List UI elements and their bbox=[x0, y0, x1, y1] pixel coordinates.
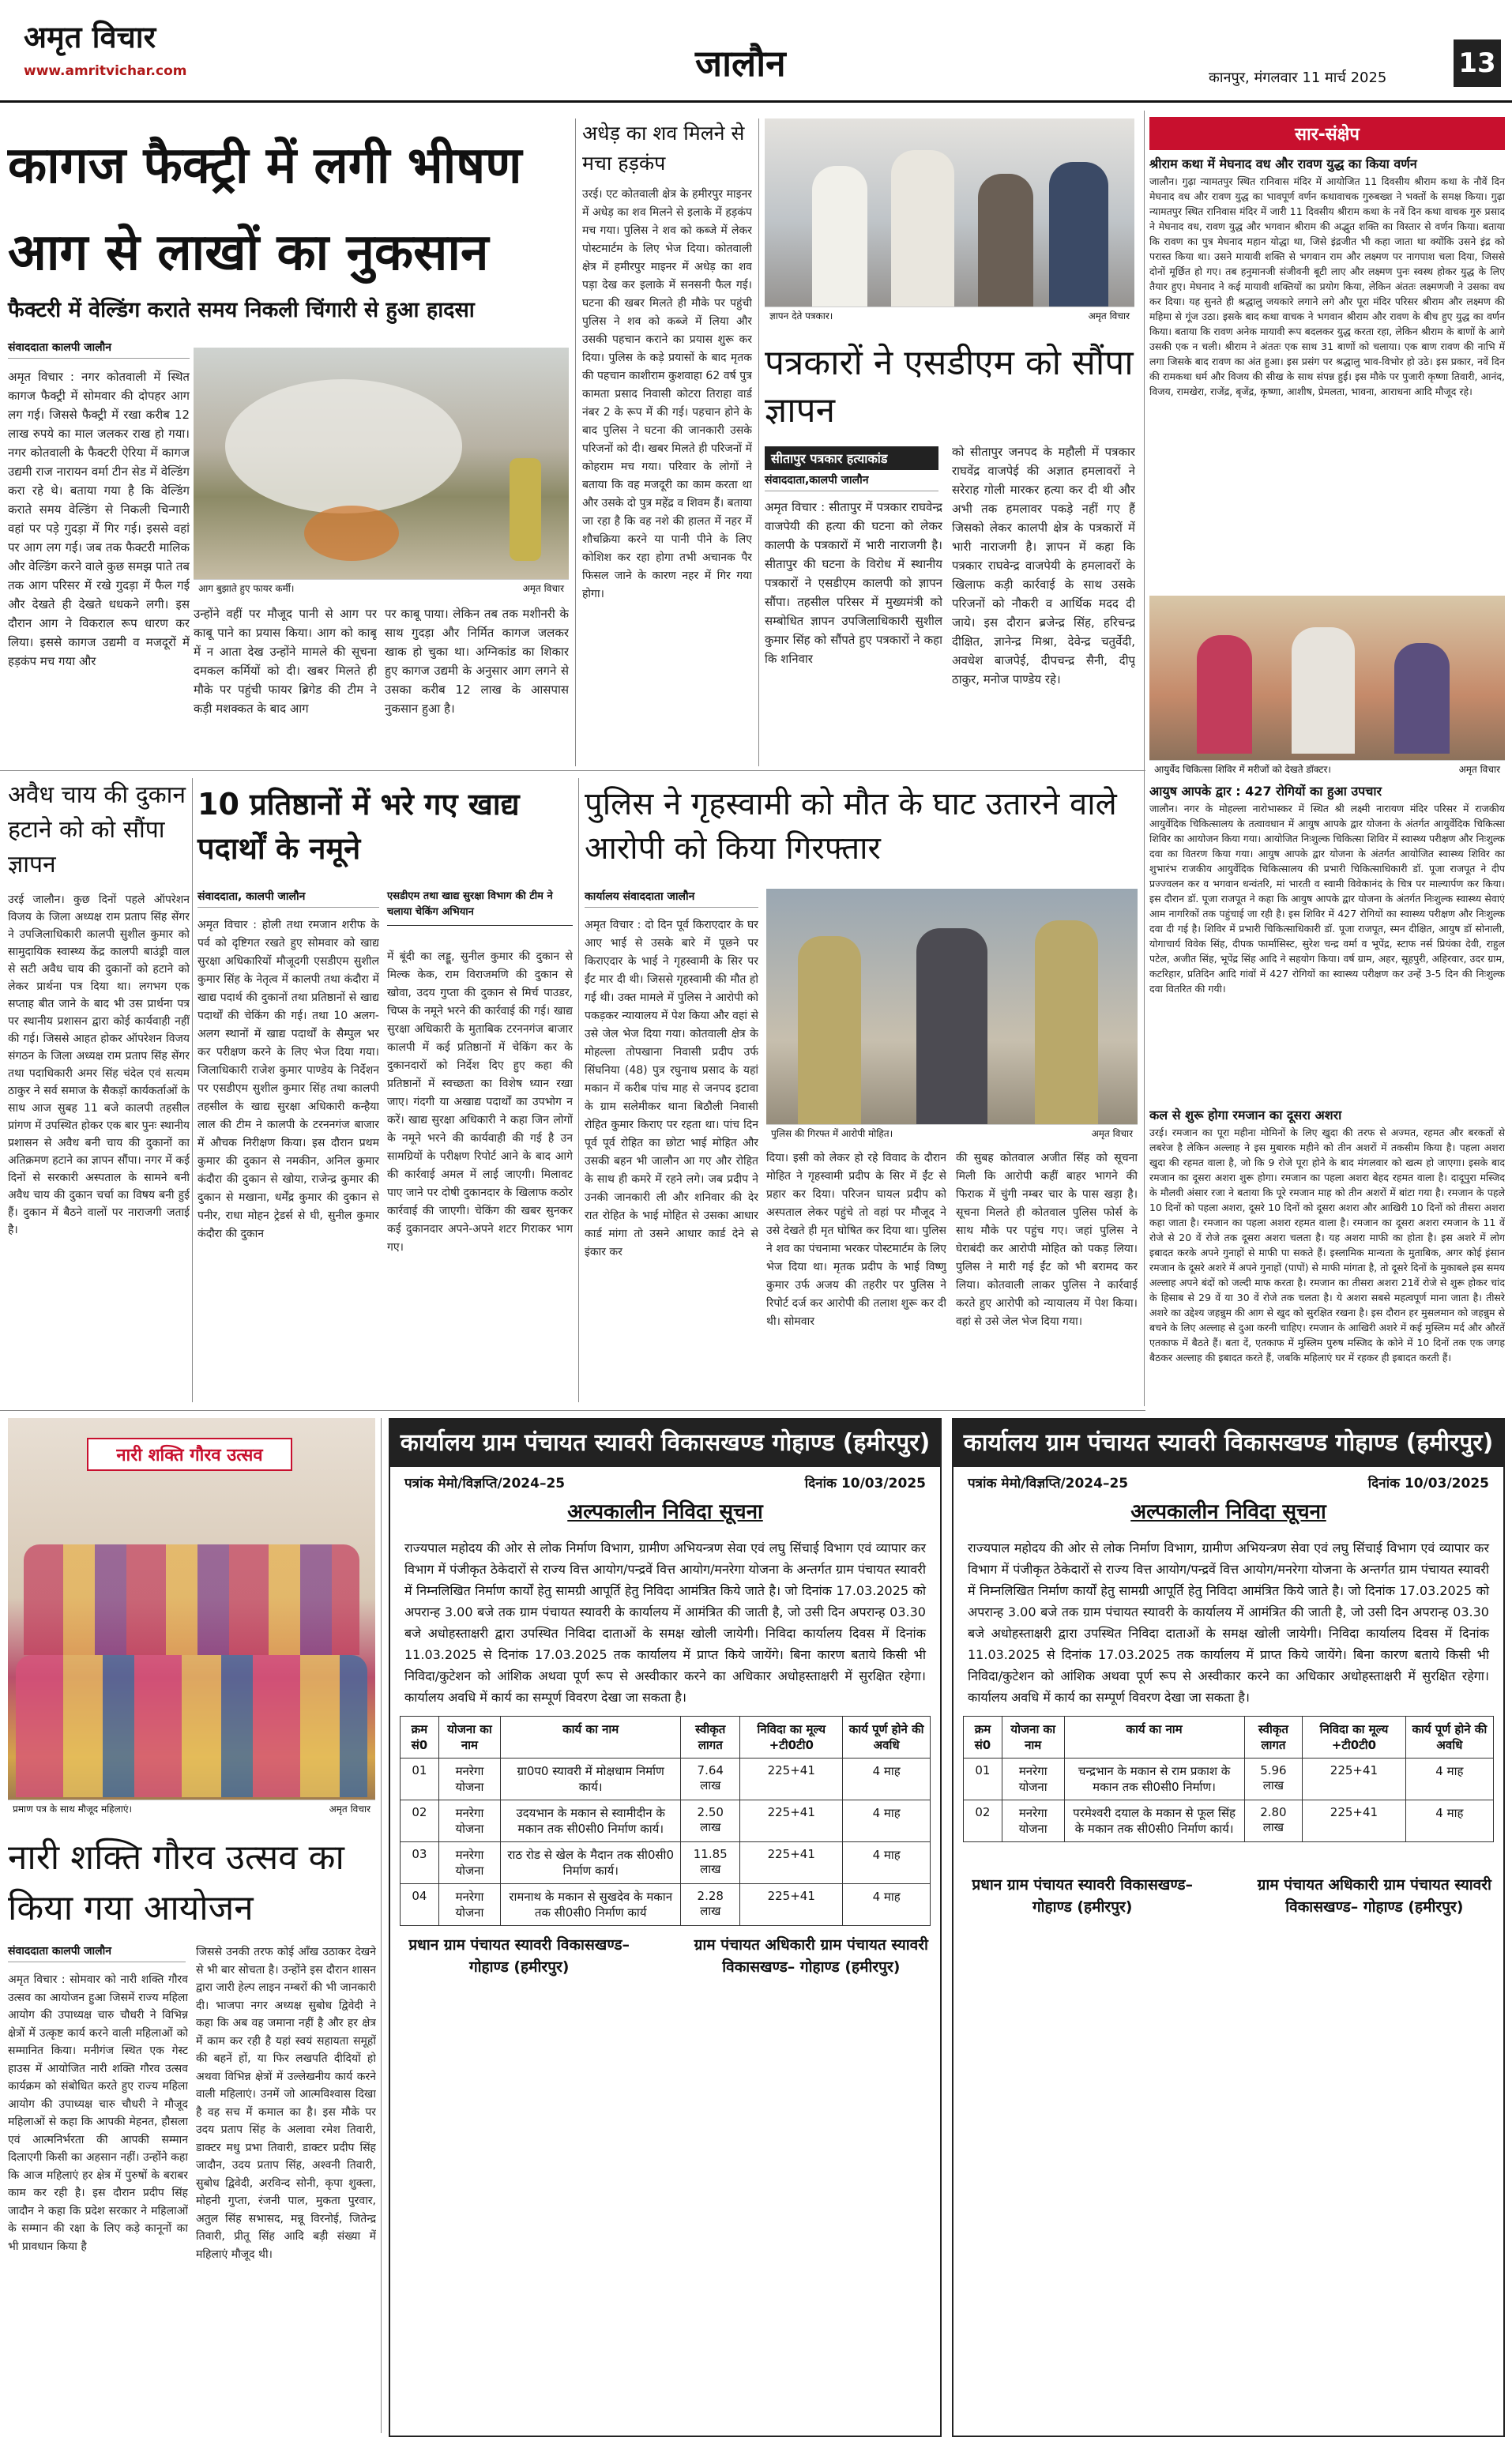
sar-caption-text: आयुर्वेद चिकित्सा शिविर में मरीजों को देखते डॉक्टर। bbox=[1154, 764, 1331, 775]
fire-col2: उन्होंने वहीं पर मौजूद पानी से आग पर काबू पाने का प्रयास किया। आग को काबू में न आता देख उन्होंने मामले की सूचना दमकल कर्मियों को दी। खबर मिलते ही मौके पर पहुंची फायर ब्रिगेड की टीम ने कड़ी मशक्कत के बाद आग bbox=[194, 607, 377, 716]
sar-heading-1: श्रीराम कथा में मेघनाद वध और रावण युद्ध का किया वर्णन bbox=[1149, 156, 1417, 171]
sar-text-3: उरई। रमजान का पूरा महीना मोमिनों के लिए खुदा की तरफ से अज्मत, रहमत और बरकतों से लबरेज है लेकिन अल्लाह ने इस मुबारक महीने को तीन अशरों में तकसीम किया है। पहला अशरा खुदा की रहमत वाला है, जो कि 9 रोजे पूरा होने के बाद मंगलवार को खत्म हो जाएगा। इसके बाद रमजान का दूसरा अशरा शुरू होगा। रमजान का पहला अशरा बेहद रहमत वाला है। दादूपुरा मस्जिद के मौलवी अंसार रजा ने बताया कि पूरे रमजान माह को तीन अशरों में बांटा गया है। रमजान के पहले 10 दिनों को पहला अशरा, दूसरे 10 दिनों को दूसरा अशरा और आखिरी 10 दिनों को तीसरा अशरा कहा जाता है। रमजान का पहला अशरा रहमत वाला है। रमजान का दूसरा अशरा रमजान के 11 वें रोजे से 20 वें रोजे तक दूसरा अशरा चलता है। यह अशरा माफी का होता है। इस अशरे में लोग इबादत करके अपने गुनाहों से माफी पा सकते हैं। इस्लामिक मान्यता के मुताबिक, अगर कोई इंसान रमजान के दूसरे अशरे में अपने गुनाहों (पापों) से माफी मांगता है, तो दूसरे दिनों के मुकाबले इस समय अल्लाह अपने बंदों को जल्दी माफ करता है। रमजान का तीसरा अशरा 21वें रोजे से शुरू होकर चांद के हिसाब से 29 वें या 30 वें रोजे तक चलता है। ये अशरा सबसे महत्वपूर्ण माना जाता है। तीसरे अशरे का उद्देश्य जहन्नुम की आग से खुद को सुरक्षित रखना है। इस दौरान हर मुसलमान को जहन्नुम से बचने के लिए अल्लाह से दुआ करनी चाहिए। रमजान के आखिरी अशरे में कई मुस्लिम मर्द और औरतें एतकाफ में बैठते हैं। बता दें, एतकाफ में मुस्लिम पुरुष मस्जिद के कोने में 10 दिनों तक एक जगह बैठकर अल्लाह की इबादत करते हैं, जबकि महिलाएं घर में रहकर ही इबादत करती हैं। bbox=[1149, 1127, 1505, 1364]
page-number: 13 bbox=[1454, 39, 1501, 87]
table-row bbox=[964, 1759, 1494, 1800]
dateline: कानपुर, मंगलवार 11 मार्च 2025 bbox=[1209, 70, 1387, 86]
women-headline: नारी शक्ति गौरव उत्सव का किया गया आयोजन bbox=[8, 1838, 344, 1928]
table-cell: राठ रोड से खेल के मैदान तक सी0सी0 निर्माण कार्य। bbox=[501, 1842, 681, 1884]
shop-headline: अवैध चाय की दुकान हटाने को को सौंपा ज्ञापन bbox=[8, 781, 186, 878]
arrest-caption-text: पुलिस की गिरफ्त में आरोपी मोहित। bbox=[771, 1128, 893, 1139]
table-row bbox=[964, 1800, 1494, 1842]
women-col1: अमृत विचार : सोमवार को नारी शक्ति गौरव उत्सव का आयोजन हुआ जिसमें राज्य महिला आयोग की उपाध्यक्ष चारु चौधरी ने विभिन्न क्षेत्रों में उत्कृष्ट कार्य करने वाली महिलाओं को सम्मानित किया। मनीगंज स्थित एक गेस्ट हाउस में आयोजित नारी शक्ति गौरव उत्सव कार्यक्रम को संबोधित करते हुए राज्य महिला आयोग की उपाध्यक्ष चारु चौधरी ने मौजूद महिलाओं से कहा कि आपकी मेहनत, हौसला एवं आत्मनिर्भरता की आपकी सम्मान दिलाएगी किसी का अहसान नहीं। उन्होंने कहा कि आज महिलाएं हर क्षेत्र में पुरुषों के बराबर काम कर रही है। इस दौरान प्रदीप सिंह जादौन ने कहा कि प्रदेश सरकार ने महिलाओं के सम्मान की रक्षा के लिए कड़े कानूनों का भी प्रावधान किया है bbox=[8, 1973, 188, 2253]
tender-right-memo: पत्रांक मेमो/विज्ञप्ति/2024–25 bbox=[968, 1476, 1129, 1491]
divider bbox=[758, 118, 759, 766]
arrest-photo-caption bbox=[766, 1124, 1138, 1142]
table-cell: 02 bbox=[964, 1800, 1002, 1842]
person-figure bbox=[978, 174, 1033, 324]
divider bbox=[1144, 111, 1145, 1406]
women-photo bbox=[8, 1418, 375, 1817]
table-row bbox=[401, 1884, 931, 1926]
table-cell: ग्रा0प0 स्यावरी में मोक्षधाम निर्माण कार्य। bbox=[501, 1759, 681, 1800]
tender-right-signatures bbox=[953, 1866, 1503, 1926]
table-cell: रामनाथ के मकान से सुखदेव के मकान तक सी0सी0 निर्माण कार्य bbox=[501, 1884, 681, 1926]
logo: अमृत विचार bbox=[24, 20, 156, 55]
tender-right-date: दिनांक 10/03/2025 bbox=[1367, 1476, 1489, 1491]
table-header-cell: कार्य का नाम bbox=[1064, 1717, 1244, 1759]
smoke-shape bbox=[225, 379, 462, 513]
food-headline: 10 प्रतिष्ठानों में भरे गए खाद्य पदार्थों के नमूने bbox=[197, 787, 520, 866]
body-found-headline: अधेड़ का शव मिलने से मचा हड़कंप bbox=[582, 122, 745, 175]
divider bbox=[192, 778, 193, 1402]
tender-left-date: दिनांक 10/03/2025 bbox=[804, 1476, 926, 1491]
table-cell: 2.28 लाख bbox=[681, 1884, 740, 1926]
table-cell: 225+41 bbox=[740, 1884, 843, 1926]
table-header-cell: क्रम सं0 bbox=[401, 1717, 439, 1759]
table-header-cell: निविदा का मूल्य +टी0टी0 bbox=[1303, 1717, 1406, 1759]
table-cell: 11.85 लाख bbox=[681, 1842, 740, 1884]
table-header-cell: स्वीकृत लागत bbox=[681, 1717, 740, 1759]
fire-headline: कागज फैक्ट्री में लगी भीषण आग से लाखों का नुकसान bbox=[8, 137, 522, 282]
food-col1: अमृत विचार : होली तथा रमजान शरीफ के पर्व को दृष्टिगत रखते हुए सोमवार को खाद्य सुरक्षा अधिकारियों मौजूदगी एसडीएम सुशील कुमार सिंह के नेतृत्व में कालपी तथा कंदौरा में खाद्य पदार्थ की दुकानों तथा प्रतिष्ठानों से खाद्य पदार्थों की चेकिंग की गई। तथा 10 अलग-अलग स्थानों में खाद्य पदार्थों के सैम्पुल भर कर परीक्षण करने के लिए भेज दिया गया। जिलाधिकारी राजेश कुमार पाण्डेय के निर्देशन पर एसडीएम सुशील कुमार सिंह तथा कालपी तहसील के खाद्य सुरक्षा अधिकारी कन्हैया लाल की टीम ने कालपी के टरननगंज बाजार में औचक निरीक्षण किया। इस दौरान प्रथम कुमार की दुकान से नमकीन, अनिल कुमार कंदौरा की दुकान से खोया, राजेन्द्र कुमार की दुकान से मखाना, धर्मेंद्र कुमार की दुकान से पनीर, राधा मोहन ट्रेडर्स से घी, सुनील कुमार कंदौरा की दुकान bbox=[197, 919, 379, 1240]
divider bbox=[575, 118, 576, 766]
table-cell: 04 bbox=[401, 1884, 439, 1926]
table-cell: मनरेगा योजना bbox=[1002, 1759, 1064, 1800]
section-title: जालौन bbox=[695, 42, 786, 85]
sar-text-2: जालौन। नगर के मोहल्ला नारोभास्कर में स्थित श्री लक्ष्मी नारायण मंदिर परिसर में राजकीय आयुर्वेदिक चिकित्सालय के तत्वावधान में आयुष आपके द्वार योजना के अंतर्गत आयुर्वेदिक चिकित्सा शिविर का आयोजन किया गया। आयोजित निःशुल्क चिकित्सा शिविर में स्वास्थ्य परीक्षण और निःशुल्क दवा का वितरण किया गया। आयुष आपके द्वार योजना के अंतर्गत आयोजित स्वास्थ्य शिविर का शुभारंभ राजकीय आयुर्वेदिक चिकित्सालय की प्रभारी चिकित्साधिकारी डॉ. पूजा राजपूत ने दीप प्रज्ज्वलन कर व भगवान धन्वंतरि, मां भारती व स्वामी विवेकानंद के चित्र पर माल्यार्पण कर किया। इस दौरान डॉ. पूजा राजपूत ने कहा कि आयुष आपके द्वार योजना के अंतर्गत निःशुल्क स्वास्थ्य सेवाएं आम नागरिकों तक पहुंचाई जा रही है। इस शिविर में 427 रोगियों का स्वास्थ्य परीक्षण और निःशुल्क दवा दी गई है। शिविर में प्रभारी चिकित्साधिकारी डॉ. पूजा राजपूत, स्मन दीक्षित, आयुष डॉ सोनाली, योगाचार्य विवेक सिंह, दीपक फार्मासिस्ट, सुरेश चन्द्र वर्मा व भूपेंद्र, स्टाफ नर्स प्रियंका देवी, राहुल पटेल, अजीत सिंह, भूपेंद्र सिंह आदि ने सहयोग किया। वर्ष ग्राम, अहर, सूहपुरी, अहिरवार, उदर ग्राम, कटरिहार, प्रतिदिन आदि गांवों में 427 रोगियों का स्वास्थ्य परीक्षण कर उन्हें 3-5 दिन की निःशुल्क दवा वितरित की गयी। bbox=[1149, 803, 1505, 995]
table-row bbox=[401, 1759, 931, 1800]
table-cell: 02 bbox=[401, 1800, 439, 1842]
arrest-headline: पुलिस ने गृहस्वामी को मौत के घाट उतारने वाले आरोपी को किया गिरफ्तार bbox=[585, 786, 1117, 867]
table-cell: 2.80 लाख bbox=[1244, 1800, 1303, 1842]
table-header-cell: कार्य का नाम bbox=[501, 1717, 681, 1759]
memo-col2: को सीतापुर जनपद के महौली में पत्रकार राघवेंद्र वाजपेई की अज्ञात हमलावरों ने सरेराह गोली मारकर हत्या कर दी थी और अभी तक हमलावर पकड़े नहीं गए हैं जिसको लेकर कालपी क्षेत्र के पत्रकारों में भारी नाराजगी है। ज्ञापन में कहा कि पत्रकार राघवेन्द्र वाजपेयी के हमलावरों के खिलाफ कड़ी कार्रवाई के साथ उसके परिजनों को नौकरी व आर्थिक मदद दी जाये। इस दौरान ब्रजेन्द्र सिंह, हरिचन्द्र दीक्षित, ज्ञानेन्द्र मिश्रा, देवेन्द्र चतुर्वेदी, अवधेश बाजपेई, दीपचन्द्र सैनी, दीपू ठाकुर, मनोज पाण्डेय रहे। bbox=[952, 445, 1135, 686]
arrest-col2: दिया। इसी को लेकर हो रहे विवाद के दौरान मोहित ने गृहस्वामी प्रदीप के सिर में ईंट से प्रहार कर दिया। परिजन घायल प्रदीप को अस्पताल लेकर पहुंचे तो वहां पर मौजूद ने उसे देखते ही मृत घोषित कर दिया था। पुलिस ने शव का पंचनामा भरकर पोस्टमार्टम के लिए भेज दिया था। मृतक प्रदीप के भाई विष्णु कुमार उर्फ अजय की तहरीर पर पुलिस ने रिपोर्ट दर्ज कर आरोपी की तलाश शुरू कर दी थी। सोमवार bbox=[766, 1152, 946, 1328]
tender-left-sig-officer: ग्राम पंचायत अधिकारी ग्राम पंचायत स्यावरी विकासखण्ड– गोहाण्ड (हमीरपुर) bbox=[694, 1936, 928, 1976]
table-cell: 01 bbox=[964, 1759, 1002, 1800]
masthead bbox=[0, 0, 1512, 103]
memo-headline: पत्रकारों ने एसडीएम को सौंपा ज्ञापन bbox=[765, 343, 1134, 431]
table-cell: 4 माह bbox=[1405, 1800, 1493, 1842]
sar-caption-credit: अमृत विचार bbox=[1458, 764, 1500, 775]
women-caption-text: प्रमाण पत्र के साथ मौजूद महिलाएं। bbox=[13, 1804, 133, 1815]
sar-photo-caption bbox=[1149, 760, 1505, 777]
table-cell: 03 bbox=[401, 1842, 439, 1884]
women-col2: जिससे उनकी तरफ कोई आँख उठाकर देखने से भी बार सोचता है। उन्होंने इस दौरान शासन द्वारा जारी हेल्प लाइन नम्बरों की भी जानकारी दी। भाजपा नगर अध्यक्ष सुबोध द्विवेदी ने कहा कि अब वह जमाना नहीं है और हर क्षेत्र में काम कर रही है यहां स्वयं सहायता समूहों की बहनें हों, या फिर लखपति दीदियों हो अथवा विभिन्न क्षेत्रों में उल्लेखनीय कार्य करने वाली महिलाएं। उनमें जो आत्मविश्वास दिखा है वह सच में कमाल का है। इस मौके पर उदय प्रताप सिंह के अलावा रमेश तिवारी, डाक्टर मधु प्रभा तिवारी, डाक्टर प्रदीप सिंह जादौन, उदय प्रताप सिंह, अश्वनी तिवारी, सुबोध द्विवेदी, अरविन्द सोनी, कृपा शुक्ला, मोहनी गुप्ता, रंजनी पाल, मुकता पुरवार, अतुल सिंह सभासद, मन्नू विरनोई, जितेन्द्र तिवारी, प्रीतू सिंह आदि बड़ी संख्या में महिलाएं मौजूद थी। bbox=[196, 1946, 376, 2261]
police-figure bbox=[798, 936, 861, 1126]
memo-col1: अमृत विचार : सीतापुर में पत्रकार राघवेन्द्र वाजपेयी की हत्या की घटना को लेकर कालपी के पत्रकारों में भारी नाराजगी है। सीतापुर की घटना के विरोध में स्थानीय पत्रकारों ने एसडीएम कालपी को ज्ञापन सौंपा। तहसील परिसर में मुख्यमंत्री को सम्बोधित ज्ञापन उपजिलाधिकारी सुशील कुमार सिंह को सौंपते हुए पत्रकारों ने कहा कि शनिवार bbox=[765, 500, 942, 666]
table-cell: 2.50 लाख bbox=[681, 1800, 740, 1842]
website[interactable]: www.amritvichar.com bbox=[24, 63, 187, 79]
table-header-cell: स्वीकृत लागत bbox=[1244, 1717, 1303, 1759]
divider bbox=[381, 1418, 382, 2433]
tender-left bbox=[389, 1418, 942, 2437]
tender-right-body: राज्यपाल महोदय की ओर से लोक निर्माण विभाग, ग्रामीण अभियन्त्रण सेवा एवं लघु सिंचाई विभाग एवं व्यापार कर विभाग में पंजीकृत ठेकेदारों से राज्य वित्त आयोग/पन्द्रवें वित्त आयोग/मनरेगा योजना के अन्तर्गत ग्राम पंचायत स्यावरी में निम्नलिखित निर्माण कार्यों हेतु सामग्री आपूर्ति हेतु निविदा आमंत्रित किये जाते है। जो दिनांक 17.03.2025 को अपरान्ह 3.00 बजे तक ग्राम पंचायत स्यावरी के कार्यालय में आमंत्रित की जाती है, जो उसी दिन अपरान्ह 03.30 बजे अधोहस्ताक्षरी द्वारा उपस्थित निविदा दाताओं के समक्ष खोली जायेगी। निविदा कार्यालय दिवस में दिनांक 11.03.2025 से दिनांक 17.03.2025 तक कार्यालय में प्राप्त किये जायेंगे। बिना कारण बताये किसी भी निविदा/कुटेशन को आंशिक अथवा पूर्ण रूप से अस्वीकार करने का अधिकार अधोहस्ताक्षरी में सुरक्षित रहेगा। कार्यालय अवधि में कार्य का सम्पूर्ण विवरण देखा जा सकता है। bbox=[968, 1540, 1489, 1705]
table-header-cell: क्रम सं0 bbox=[964, 1717, 1002, 1759]
person-figure bbox=[812, 166, 867, 324]
tender-right bbox=[952, 1418, 1505, 2437]
women-banner: नारी शक्ति गौरव उत्सव bbox=[87, 1438, 292, 1471]
table-header-cell: कार्य पूर्ण होने की अवधि bbox=[843, 1717, 931, 1759]
doctor-figure bbox=[1292, 627, 1355, 754]
fire-caption-credit: अमृत विचार bbox=[522, 583, 564, 594]
police-figure bbox=[1035, 920, 1098, 1126]
table-header-cell: निविदा का मूल्य +टी0टी0 bbox=[740, 1717, 843, 1759]
memo-photo-caption bbox=[765, 307, 1134, 324]
table-cell: मनरेगा योजना bbox=[438, 1800, 500, 1842]
table-cell: 4 माह bbox=[843, 1884, 931, 1926]
table-cell: 4 माह bbox=[843, 1759, 931, 1800]
divider bbox=[0, 770, 1145, 771]
table-header-cell: योजना का नाम bbox=[1002, 1717, 1064, 1759]
table-cell: 5.96 लाख bbox=[1244, 1759, 1303, 1800]
fire-photo bbox=[194, 348, 569, 596]
table-row bbox=[401, 1800, 931, 1842]
tender-left-signatures bbox=[390, 1926, 940, 1986]
tender-right-head: कार्यालय ग्राम पंचायत स्यावरी विकासखण्ड गोहाण्ड (हमीरपुर) bbox=[953, 1420, 1503, 1467]
memo-caption-credit: अमृत विचार bbox=[1088, 310, 1130, 322]
fire-flame bbox=[304, 506, 399, 561]
women-row bbox=[24, 1544, 359, 1655]
arrest-col3: की सुबह कोतवाल अजीत सिंह को सूचना मिली कि आरोपी कहीं बाहर भागने की फिराक में चुंगी नम्बर चार के पास खड़ा है। सूचना मिलते ही कोतवाल पुलिस फोर्स के साथ मौके पर पहुंच गए। जहां पुलिस ने घेराबंदी कर आरोपी मोहित को पकड़ लिया। पुलिस ने मारी गई ईंट को भी बरामद कर लिया। कोतवाली लाकर पुलिस ने कार्रवाई करते हुए आरोपी को न्यायालय में पेश किया। वहां से उसे जेल भेज दिया गया। bbox=[956, 1152, 1138, 1328]
table-cell: 225+41 bbox=[740, 1800, 843, 1842]
women-row bbox=[16, 1655, 367, 1797]
person-figure bbox=[1049, 162, 1108, 324]
food-sidebar: एसडीएम तथा खाद्य सुरक्षा विभाग की टीम ने चलाया चेकिंग अभियान bbox=[387, 889, 573, 926]
memo-caption-text: ज्ञापन देते पत्रकार। bbox=[769, 310, 833, 322]
table-cell: मनरेगा योजना bbox=[438, 1842, 500, 1884]
arrest-caption-credit: अमृत विचार bbox=[1091, 1128, 1133, 1139]
tender-right-title: अल्पकालीन निविदा सूचना bbox=[1130, 1500, 1326, 1524]
arrest-byline: कार्यालय संवाददाता जालौन bbox=[585, 889, 758, 908]
shop-text: उरई जालौन। कुछ दिनों पहले ऑपरेशन विजय के जिला अध्यक्ष राम प्रताप सिंह सेंगर ने उपजिलाधिकारी कालपी सुशील कुमार को सामुदायिक स्वास्थ्य केंद्र कालपी बाउंड्री वाल से सटी अवैध चाय की दुकानों को हटाने को लेकर प्रार्थना पत्र दिया था। लगभग एक सप्ताह बीत जाने के बाद भी उस प्रार्थना पत्र पर स्थानीय प्रशासन द्वारा कोई कार्यवाही नहीं की गई। जिससे आहत होकर ऑपरेशन विजय संगठन के जिला अध्यक्ष राम प्रताप सिंह सेंगर तथा पदाधिकारी अमर सिंह चंदेल एवं सत्यम ठाकुर ने सर्व समाज के सैकड़ों कार्यकर्ताओं के साथ आज सुबह 11 बजे कालपी तहसील प्रांगण में उपस्थित होकर एक बार पुनः स्थानीय प्रशासन से अवैध बनी चाय की दुकानों का अतिक्रमण हटाने का ज्ञापन सौंपा। नगर में कई दिनों से सरकारी अस्पताल के सामने बनी अवैध चाय की दुकान चर्चा का विषय बनी हुई हैं। दुकान में बैठने वालों पर नाराजगी जताई है। bbox=[8, 893, 190, 1236]
table-cell: मनरेगा योजना bbox=[438, 1884, 500, 1926]
fire-photo-caption bbox=[194, 579, 569, 596]
divider bbox=[0, 1410, 1145, 1411]
fire-col3: पर काबू पाया। लेकिन तब तक मशीनरी के साथ गुदड़ा और निर्मित कागज जलकर खाक हो चुका था। अग्निकांड का शिकार हुए कागज उद्यमी के अनुसार आग लगने से उसका करीब 12 लाख के आसपास नुकसान हुआ है। bbox=[385, 607, 569, 716]
table-cell: 4 माह bbox=[843, 1842, 931, 1884]
table-cell: उदयभान के मकान से स्वामीदीन के मकान तक सी0सी0 निर्माण कार्य। bbox=[501, 1800, 681, 1842]
table-row bbox=[401, 1842, 931, 1884]
sar-heading-3: कल से शुरू होगा रमजान का दूसरा अशरा bbox=[1149, 1108, 1342, 1123]
sar-title: सार-संक्षेप bbox=[1149, 117, 1505, 150]
table-cell: 225+41 bbox=[1303, 1759, 1406, 1800]
tender-left-table bbox=[400, 1716, 931, 1926]
table-cell: 4 माह bbox=[1405, 1759, 1493, 1800]
table-cell: 7.64 लाख bbox=[681, 1759, 740, 1800]
tender-left-body: राज्यपाल महोदय की ओर से लोक निर्माण विभाग, ग्रामीण अभियन्त्रण सेवा एवं लघु सिंचाई विभाग एवं व्यापार कर विभाग में पंजीकृत ठेकेदारों से राज्य वित्त आयोग/पन्द्रवें वित्त आयोग/मनरेगा योजना के अन्तर्गत ग्राम पंचायत स्यावरी में निम्नलिखित निर्माण कार्यों हेतु सामग्री आपूर्ति हेतु निविदा आमंत्रित किये जाते है। जो दिनांक 17.03.2025 को अपरान्ह 3.00 बजे तक ग्राम पंचायत स्यावरी के कार्यालय में आमंत्रित की जाती है, जो उसी दिन अपरान्ह 03.30 बजे अधोहस्ताक्षरी द्वारा उपस्थित निविदा दाताओं के समक्ष खोली जायेगी। निविदा कार्यालय दिवस में दिनांक 11.03.2025 से दिनांक 17.03.2025 तक कार्यालय में प्राप्त किये जायेंगे। बिना कारण बताये किसी भी निविदा/कुटेशन को आंशिक अथवा पूर्ण रूप से अस्वीकार करने का अधिकार अधोहस्ताक्षरी में सुरक्षित रहेगा। कार्यालय अवधि में कार्य का सम्पूर्ण विवरण देखा जा सकता है। bbox=[404, 1540, 926, 1705]
fire-col1: अमृत विचार : नगर कोतवाली में स्थित कागज फैक्ट्री में सोमवार की दोपहर आग लग गई। जिससे फैक्ट्री में रखा करीब 12 लाख रुपये का माल जलकर राख हो गया। नगर कोतवाली के फैक्टरी ऐरिया में कागज उद्यमी राज नारायन वर्मा टीन सेड में वेल्डिंग करा रहे थे। बताया गया है कि वेल्डिंग कराते समय वेल्डिंग से निकली चिन्गारी वहां पर पड़े गुदड़ा में गिर गई। इससे वहां पर आग लग गई। जब तक फैक्टरी मालिक और वेल्डिंग करने वाले कुछ समझ पाते तब तक आग परिसर में रखे गुदड़ा में फैल गई और देखते ही देखते धधकने लगी। इस दौरान आग ने विकराल रूप धारण कर लिया। इससे कागज उद्यमी व मजदूरों में हड़कंप मच गया और bbox=[8, 370, 190, 668]
table-cell: 225+41 bbox=[740, 1842, 843, 1884]
table-cell: चन्द्रभान के मकान से राम प्रकाश के मकान तक सी0सी0 निर्माण। bbox=[1064, 1759, 1244, 1800]
arrest-photo bbox=[766, 889, 1138, 1142]
tender-left-title: अल्पकालीन निविदा सूचना bbox=[567, 1500, 763, 1524]
tender-left-sig-pradhan: प्रधान ग्राम पंचायत स्यावरी विकासखण्ड– गोहाण्ड (हमीरपुर) bbox=[408, 1936, 630, 1976]
arrest-col1: अमृत विचार : दो दिन पूर्व किराएदार के घर आए भाई से उसके बारे में पूछने पर किराएदार के भाई ने गृहस्वामी के सिर पर ईंट मार दी थी। जिससे गृहस्वामी की मौत हो गई थी। उक्त मामले में पुलिस ने आरोपी को पकड़कर न्यायालय में पेश किया और वहां से उसे जेल भेज दिया गया। कोतवाली क्षेत्र के मोहल्ला तोपखाना निवासी प्रदीप उर्फ सिंघनिया (48) पुत्र रघुनाथ प्रसाद के यहां मकान में करीब पांच माह से जनपद इटावा के ग्राम सलेमीकर थाना बिठौली निवासी रोहित कुमार किराए पर रहता था। पांच दिन पूर्व पूर्व रोहित का छोटा भाई मोहित और उसकी बहन भी जालौन आ गए और रोहित के साथ ही कमरे में रहने लगे। जब प्रदीप ने उनकी जानकारी ली और शनिवार की देर रात रोहित के भाई मोहित से उसका आधार कार्ड मांगा तो उसने आधार कार्ड देने से इंकार कर bbox=[585, 919, 758, 1258]
fire-subheadline: फैक्टरी में वेल्डिंग कराते समय निकली चिंगारी से हुआ हादसा bbox=[8, 298, 475, 322]
memo-photo bbox=[765, 118, 1134, 324]
tender-left-head: कार्यालय ग्राम पंचायत स्यावरी विकासखण्ड गोहाण्ड (हमीरपुर) bbox=[390, 1420, 940, 1467]
food-col2: में बूंदी का लड्डू, सुनील कुमार की दुकान से मिल्क केक, राम विराजमणि की दुकान से खोवा, उदय गुप्ता की दुकान से मिर्च पाउडर, चिप्स के नमूने भरने की कार्रवाई की गई। खाद्य सुरक्षा अधिकारी के मुताबिक टरननगंज बाजार कालपी में कई प्रतिष्ठानों में चेकिंग कर के दुकानदारों को निर्देश दिए हुए कहा की प्रतिष्ठानों में स्वच्छता का विशेष ध्यान रखा जाए। गंदगी या अखाद्य पदार्थों का उपभोग न करें। खाद्य सुरक्षा अधिकारी ने कहा जिन लोगों के नमूने भरने की कार्यवाही की गई है उन सामग्रियों के परीक्षण रिपोर्ट आने के बाद आगे की कार्रवाई अमल में लाई जाएगी। मिलावट पाए जाने पर दोषी दुकानदार के खिलाफ कठोर कार्रवाई की जाएगी। चेकिंग की खबर सुनकर कई दुकानदार अपने-अपने शटर गिराकर भाग गए। bbox=[387, 950, 573, 1254]
fire-caption-text: आग बुझाते हुए फायर कर्मी। bbox=[198, 583, 295, 594]
tender-right-table bbox=[963, 1716, 1494, 1842]
table-header-cell: कार्य पूर्ण होने की अवधि bbox=[1405, 1717, 1493, 1759]
person-figure bbox=[891, 150, 954, 324]
table-cell: 225+41 bbox=[740, 1759, 843, 1800]
body-found-text: उरई। एट कोतवाली क्षेत्र के हमीरपुर माइनर में अधेड़ का शव मिलने से इलाके में हड़कंप मच गया। पुलिस ने शव को कब्जे में लेकर पोस्टमार्टम के लिए भेज दिया। कोतवाली क्षेत्र में हमीरपुर माइनर में अधेड़ का शव पड़ा देख कर इलाके में सनसनी फैल गई। घटना की खबर मिलते ही मौके पर पहुंची पुलिस ने शव को कब्जे में लिया और उसकी पहचान कराने का प्रयास शुरू कर दिया। पुलिस के कड़े प्रयासों के बाद मृतक की पहचान काशीराम कुशवाहा 62 वर्ष पुत्र कामता प्रसाद निवासी कोटरा तिराहा वार्ड नंबर 2 के रूप में की गई। पहचान होने के बाद पुलिस ने घटना की जानकारी उसके परिजनों को दी। खबर मिलते ही परिजनों में कोहराम मच गया। परिवार के लोगों ने बताया कि वह मजदूरी का काम करता था और उसके दो पुत्र महेंद्र व शिवम हैं। बताया जा रहा है कि वह नशे की हालत में नहर में शौचक्रिया करने या पानी पीने के लिए कोशिश कर रहा होगा तभी अचानक पैर फिसल जाने के कारण नहर में गिर गया होगा। bbox=[582, 188, 752, 600]
sar-heading-2: आयुष आपके द्वार : 427 रोगियों का हुआ उपचार bbox=[1149, 784, 1382, 799]
sar-photo bbox=[1149, 596, 1505, 777]
table-cell: 4 माह bbox=[843, 1800, 931, 1842]
women-caption-credit: अमृत विचार bbox=[329, 1804, 370, 1815]
memo-byline: संवाददाता,कालपी जालौन bbox=[765, 472, 938, 491]
sar-panel bbox=[1149, 117, 1505, 1409]
memo-tag: सीतापुर पत्रकार हत्याकांड bbox=[765, 446, 938, 470]
table-cell: 225+41 bbox=[1303, 1800, 1406, 1842]
women-photo-caption bbox=[8, 1800, 375, 1817]
sar-text-1: जालौन। गुढ़ा न्यामतपुर स्थित रानिवास मंदिर में आयोजित 11 दिवसीय श्रीराम कथा के नौवें दिन मेघनाद वध और रावण युद्ध का भावपूर्ण वर्णन कथावाचक गुरुबख्श ने भक्तों के समक्ष किया। गुढ़ा न्यामतपुर स्थित रानिवास मंदिर में जारी 11 दिवसीय श्रीराम कथा के नवें दिन कथा वाचक गुरु प्रसाद ने मेघनाद वध, रावण युद्ध और भगवान श्रीराम की अद्भुत शक्ति का विस्तार से वर्णन किया। बताया कि रावण का पुत्र मेघनाद महान योद्धा था, जिसे इंद्रजीत भी कहा जाता था क्योंकि उसने इंद्र को परास्त किया था। उसने मायावी शक्ति से भगवान राम और लक्ष्मण पर नागपाश चला दिया, जिससे दोनों मूर्छित हो गए। तब हनुमानजी संजीवनी बूटी लाए और लक्ष्मण पुनः स्वस्थ होकर युद्ध के लिए तैयार हुए। मेघनाद ने कई मायावी शक्तियों का प्रयोग किया, लेकिन अंततः लक्ष्मणजी ने उसका वध कर दिया। यह सुनते ही श्रद्धालु जयकारे लगाने लगे और पूरा मंदिर परिसर श्रीराम और लक्ष्मण की महिमा से गूंज उठा। इसके बाद कथा वाचक ने भगवान श्रीराम और रावण के बीच हुए युद्ध का वर्णन किया। बताया कि रावण अनेक मायावी रूप बदलकर युद्ध करता रहा, लेकिन श्रीराम के बाणों के आगे उसकी एक न चली। श्रीराम ने अंततः एक साथ 31 बाणों को चलाया। एक बाण रावण की नाभि में लगा जिसके बाद रावण का अंत हुआ। इस प्रसंग पर श्रद्धालु भाव-विभोर हो उठे। इस प्रकार, नवें दिन की रामकथा धर्म और विजय की सीख के साथ संपन्न हुई। इस मौके पर पुजारी कृष्णा तिवारी, आनंद, विजय, रामखेरा, राजेंद्र, बृजेंद्र, कृष्णा, आशीष, प्रेमलता, भावना, आराधना आदि मौजूद रहे। bbox=[1149, 175, 1505, 397]
food-byline: संवाददाता, कालपी जालौन bbox=[197, 889, 379, 908]
accused-figure bbox=[916, 928, 987, 1126]
tender-right-sig-pradhan: प्रधान ग्राम पंचायत स्यावरी विकासखण्ड– गोहाण्ड (हमीरपुर) bbox=[972, 1876, 1194, 1916]
patient-figure bbox=[1394, 643, 1450, 754]
table-cell: 01 bbox=[401, 1759, 439, 1800]
women-byline: संवाददाता कालपी जालौन bbox=[8, 1943, 186, 1962]
table-cell: परमेश्वरी दयाल के मकान से फूल सिंह के मकान तक सी0सी0 निर्माण कार्य। bbox=[1064, 1800, 1244, 1842]
table-cell: मनरेगा योजना bbox=[1002, 1800, 1064, 1842]
tender-left-memo: पत्रांक मेमो/विज्ञप्ति/2024–25 bbox=[404, 1476, 566, 1491]
tender-right-sig-officer: ग्राम पंचायत अधिकारी ग्राम पंचायत स्यावरी विकासखण्ड– गोहाण्ड (हमीरपुर) bbox=[1257, 1876, 1491, 1916]
fireman-figure bbox=[510, 458, 541, 561]
patient-figure bbox=[1197, 635, 1252, 754]
fire-byline: संवाददाता कालपी जालौन bbox=[8, 340, 190, 359]
table-header-cell: योजना का नाम bbox=[438, 1717, 500, 1759]
divider bbox=[578, 778, 579, 1402]
table-cell: मनरेगा योजना bbox=[438, 1759, 500, 1800]
